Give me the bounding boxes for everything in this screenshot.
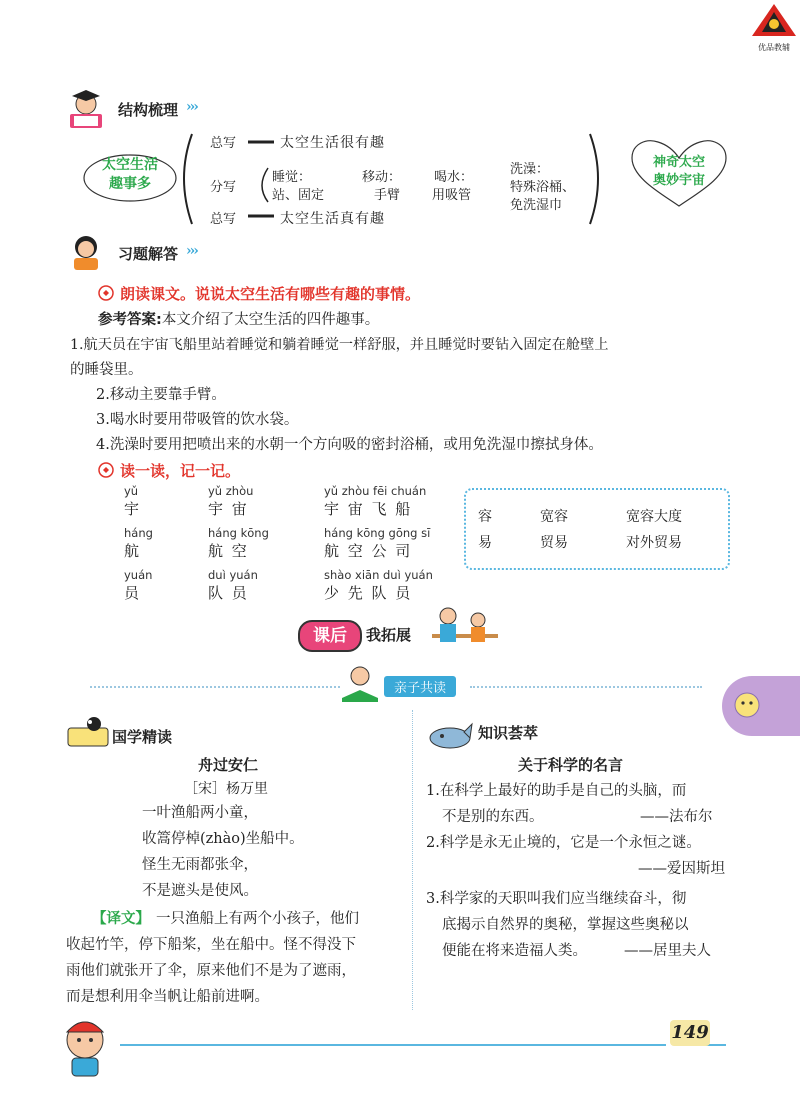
question-1: 朗读课文。说说太空生活有哪些有趣的事情。 [120, 285, 421, 303]
detail-label: 分写 [210, 180, 237, 195]
reading-divider-right [470, 686, 702, 688]
poem-line: 一叶渔船两小童， [142, 805, 258, 821]
chevron-icon: ››› [186, 243, 197, 259]
translation-line-4: 而是想利用伞当帆让船前进啊。 [66, 989, 269, 1005]
box-word: 对外贸易 [626, 535, 682, 551]
structure-section-title: 结构梳理 [118, 101, 179, 119]
box-word: 贸易 [540, 535, 568, 551]
quote-3-source: ——居里夫人 [624, 943, 711, 959]
word-grid [110, 484, 470, 604]
column-divider [412, 710, 413, 1010]
logo-icon [748, 2, 800, 38]
answer-4: 4.洗澡时要用把喷出来的水朝一个方向吸的密封浴桶，或用免洗湿巾擦拭身体。 [96, 437, 603, 453]
quote-1-source: ——法布尔 [640, 809, 713, 825]
drink-text: 用吸管 [432, 188, 472, 203]
intro-text: 太空生活很有趣 [280, 135, 385, 151]
word-item: yuán 员 [124, 568, 153, 602]
answer-1: 1.航天员在宇宙飞船里站着睡觉和躺着睡觉一样舒服，并且睡觉时要钻入固定在舱壁上 [70, 337, 609, 353]
word-item: shào xiān duì yuán 少 先 队 员 [324, 568, 433, 602]
box-word: 易 [478, 535, 492, 551]
box-word: 容 [478, 509, 492, 525]
answer-3: 3.喝水时要用带吸管的饮水袋。 [96, 412, 299, 428]
word-item: háng kōng 航 空 [208, 526, 269, 560]
quote-3c: 便能在将来造福人类。 [442, 943, 587, 959]
poem-line: 怪生无雨都张伞， [142, 857, 258, 873]
word-item: yǔ zhòu 宇 宙 [208, 484, 254, 518]
question-icon [98, 285, 114, 305]
poem-title: 舟过安仁 [198, 756, 259, 774]
poem-author: ［宋］杨万里 [184, 781, 268, 797]
quote-2a: 2.科学是永无止境的，它是一个永恒之谜。 [426, 835, 701, 851]
move-label: 移动： [362, 170, 402, 185]
knowledge-subtitle: 关于科学的名言 [518, 756, 624, 774]
translation-line-3: 雨他们就张开了伞，原来他们不是为了遮雨， [66, 963, 356, 979]
answer-intro: 本文介绍了太空生活的四件趣事。 [161, 312, 380, 328]
kids-illustration [430, 604, 500, 654]
intro-label: 总写 [210, 136, 237, 151]
knowledge-icon [424, 712, 474, 752]
translation-label: 【译文】 [92, 911, 150, 927]
quote-1b: 不是别的东西。 [442, 809, 544, 825]
translation-text: 一只渔船上有两个小孩子，他们 [156, 911, 359, 927]
knowledge-title: 知识荟萃 [478, 724, 539, 742]
outro-text: 太空生活真有趣 [280, 211, 385, 227]
box-word: 宽容大度 [626, 509, 682, 525]
answer-block [98, 308, 738, 333]
side-tab-icon [732, 690, 762, 720]
structure-diagram [72, 128, 742, 230]
translation-line-2: 收起竹竿，停下船桨，坐在船中。怪不得没下 [66, 937, 356, 953]
word-item: háng 航 [124, 526, 153, 560]
word-item: háng kōng gōng sī 航 空 公 司 [324, 526, 431, 560]
chevron-icon: ››› [186, 99, 197, 115]
question-2: 读一读，记一记。 [120, 462, 241, 480]
topic-bubble: 太空生活 趣事多 [102, 157, 158, 192]
answer-1b: 的睡袋里。 [70, 362, 143, 378]
footer-line [120, 1044, 666, 1046]
wash-text-2: 免洗湿巾 [510, 198, 563, 213]
answer-label: 参考答案: [98, 312, 162, 328]
quote-3b: 底揭示自然界的奥秘，掌握这些奥秘以 [442, 917, 689, 933]
after-class-title: 我拓展 [366, 626, 412, 644]
exercise-section-icon [64, 232, 108, 272]
reading-icon [338, 664, 382, 704]
exercise-section-title: 习题解答 [118, 245, 179, 263]
guoxue-icon [64, 714, 112, 750]
quote-3a: 3.科学家的天职叫我们应当继续奋斗，彻 [426, 891, 687, 907]
publisher-logo [748, 2, 800, 52]
quote-2-source: ——爱因斯坦 [638, 861, 725, 877]
move-text: 手臂 [374, 188, 401, 203]
poem-line: 不是遮头是使风。 [142, 883, 258, 899]
answer-2: 2.移动主要靠手臂。 [96, 387, 226, 403]
translation-line-1 [92, 906, 359, 932]
box-word: 宽容 [540, 509, 568, 525]
guoxue-title: 国学精读 [112, 728, 173, 746]
poem-line: 收篙停棹(zhào)坐船中。 [142, 831, 304, 847]
after-class-badge: 课后 [298, 620, 362, 652]
heart-text: 神奇太空 奥妙宇宙 [652, 155, 705, 188]
sleep-label: 睡觉： [272, 170, 312, 185]
wash-text-1: 特殊浴桶、 [510, 180, 576, 195]
structure-section-icon [64, 90, 108, 130]
word-item: yǔ zhòu fēi chuán 宇 宙 飞 船 [324, 484, 427, 518]
word-item: duì yuán 队 员 [208, 568, 258, 602]
logo-text: 优品教辅 [758, 43, 790, 52]
extended-word-box [464, 488, 730, 570]
page-number: 149 [670, 1020, 710, 1046]
word-item: yǔ 宇 [124, 484, 142, 518]
wash-label: 洗澡： [510, 162, 550, 177]
sleep-text: 站、固定 [272, 188, 325, 203]
side-tab [722, 676, 800, 736]
mascot-icon [50, 1010, 120, 1080]
reading-label: 亲子共读 [384, 676, 456, 697]
reading-divider-left [90, 686, 340, 688]
outro-label: 总写 [210, 212, 237, 227]
question-icon [98, 462, 114, 482]
drink-label: 喝水： [434, 170, 474, 185]
quote-1a: 1.在科学上最好的助手是自己的头脑，而 [426, 783, 687, 799]
